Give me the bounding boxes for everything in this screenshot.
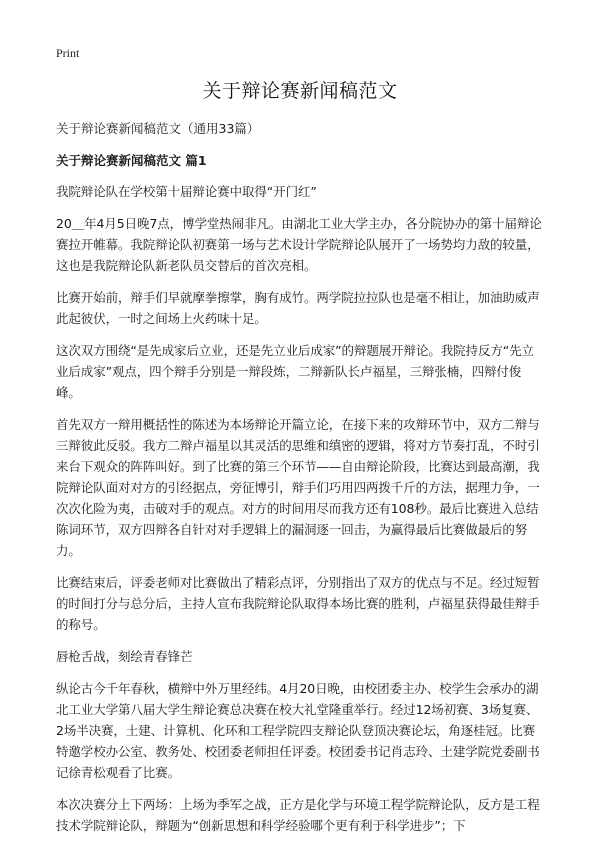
paragraph: 20＿年4月5日晚7点，博学堂热闹非凡。由湖北工业大学主办，各分院协办的第十届辩论赛拉开帷幕。我院辩论队初赛第一场与艺术设计学院辩论队展开了一场势均力敌的较量，这也是我院辩论队新老队员交替后的首次亮相。: [56, 216, 542, 273]
paragraph: 首先双方一辩用概括性的陈述为本场辩论开篇立论，在接下来的攻辩环节中，双方二辩与三辩彼此反驳。我方二辩卢福星以其灵活的思维和缜密的逻辑，将对方节奏打乱，不时引来台下观众的阵阵叫好。到了比赛的第三个环节——自由辩论阶段，比赛达到最高潮，我院辩论队面对对方的引经据点，旁征博引，辩手们巧用四两拨千斤的方法，据理力争，一次次化险为夷，击破对手的观点。对方的时间用尽而我方还有108秒。最后比赛进入总结陈词环节，双方四辩各自针对对手逻辑上的漏洞逐一回击，为赢得最后比赛做最后的努力。: [56, 417, 540, 558]
paragraph: 唇枪舌战，刻绘青春锋芒: [56, 649, 193, 664]
document-body: [56, 118, 544, 847]
paragraph: 比赛结束后，评委老师对比赛做出了精彩点评，分别指出了双方的优点与不足。经过短暂的时间打分与总分后，主持人宣布我院辩论队取得本场比赛的胜利，卢福星获得最佳辩手的称号。: [56, 575, 540, 632]
paragraph: 这次双方围绕“是先成家后立业，还是先立业后成家”的辩题展开辩论。我院持反方“先立业后成家”观点，四个辩手分别是一辩段炼，二辩新队长卢福星，三辩张楠，四辩付俊峰。: [56, 343, 534, 400]
paragraph: 比赛开始前，辩手们早就摩拳擦掌，胸有成竹。两学院拉拉队也是毫不相让，加油助威声此起彼伏，一时之间场上火药味十足。: [56, 290, 540, 326]
document-subtitle: 关于辩论赛新闻稿范文（通用33篇）: [56, 121, 260, 136]
paragraph: 本次决赛分上下两场：上场为季军之战，正方是化学与环境工程学院辩论队，反方是工程技术学院辩论队，辩题为“创新思想和科学经验哪个更有利于科学进步”；下: [56, 797, 540, 833]
print-link[interactable]: Print: [56, 46, 80, 60]
paragraph: 纵论古今千年春秋，横辩中外万里经纬。4月20日晚，由校团委主办、校学生会承办的湖北工业大学第八届大学生辩论赛总决赛在校大礼堂隆重举行。经过12场初赛、3场复赛、2场半决赛，土建、计算机、化环和工程学院四支辩论队登顶决赛论坛，角逐桂冠。比赛特邀学校办公室、教务处、校团委老师担任评委。校团委书记肖志玲、土建学院党委副书记徐青松观看了比赛。: [56, 681, 540, 780]
section-heading: 关于辩论赛新闻稿范文 篇1: [56, 153, 207, 168]
page-title: 关于辩论赛新闻稿范文: [202, 80, 398, 102]
paragraph: 我院辩论队在学校第十届辩论赛中取得“开门红”: [56, 184, 317, 199]
